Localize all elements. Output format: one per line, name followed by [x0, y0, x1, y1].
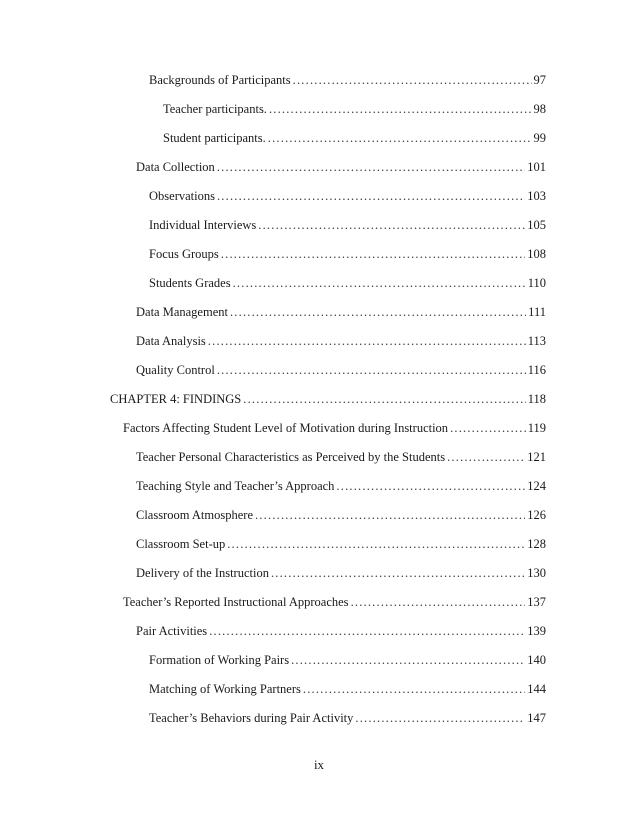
dot-leader: [230, 302, 526, 322]
dot-leader: [269, 99, 532, 119]
dot-leader: [233, 273, 526, 293]
toc-entry-data-analysis: [136, 331, 546, 351]
toc-entry-factors-affecting-motivation: [123, 418, 546, 438]
toc-entry-page: 130: [527, 566, 546, 580]
toc-entry-page: 128: [527, 537, 546, 551]
dot-leader: [258, 215, 525, 235]
toc-entry-title: Pair Activities: [136, 624, 208, 638]
toc-entry-quality-control: [136, 360, 546, 380]
toc-entry-title: Teaching Style and Teacher’s Approach: [136, 479, 335, 493]
toc-entry-teacher-personal-characteristics: [136, 447, 546, 467]
dot-leader: [217, 157, 525, 177]
toc-entry-page: 98: [533, 102, 546, 116]
toc-entry-page: 147: [527, 711, 546, 725]
toc-entry-formation-of-working-pairs: [149, 650, 546, 670]
toc-entry-title: CHAPTER 4: FINDINGS: [110, 392, 242, 406]
toc-entry-page: 140: [527, 653, 546, 667]
toc-entry-teacher-participants: [163, 99, 546, 119]
toc-entry-title: Delivery of the Instruction: [136, 566, 269, 580]
toc-entry-title: Matching of Working Partners: [149, 682, 301, 696]
dot-leader: [447, 447, 525, 467]
dot-leader: [450, 418, 526, 438]
toc-entry-pair-activities: [136, 621, 546, 641]
toc-entry-title: Data Collection: [136, 160, 215, 174]
toc-entry-student-participants: [163, 128, 546, 148]
toc-entry-page: 139: [527, 624, 546, 638]
dot-leader: [268, 128, 532, 148]
toc-entry-observations: [149, 186, 546, 206]
page-number: ix: [313, 757, 325, 772]
toc-entry-title: Quality Control: [136, 363, 215, 377]
dot-leader: [355, 708, 525, 728]
toc-entry-data-collection: [136, 157, 546, 177]
toc-entry-page: 101: [527, 160, 546, 174]
toc-entry-page: 116: [527, 363, 546, 377]
toc-entry-title: Classroom Set-up: [136, 537, 226, 551]
toc-entry-title: Teacher participants.: [163, 102, 267, 116]
dot-leader: [271, 563, 525, 583]
toc-entry-page: 119: [527, 421, 546, 435]
toc-entry-page: 111: [528, 305, 546, 319]
dot-leader: [221, 244, 525, 264]
toc-entry-classroom-atmosphere: [136, 505, 546, 525]
toc-entry-title: Teacher’s Reported Instructional Approaches: [123, 595, 349, 609]
toc-entry-title: Focus Groups: [149, 247, 219, 261]
toc-entry-page: 105: [527, 218, 546, 232]
dot-leader: [243, 389, 525, 409]
toc-entry-backgrounds-of-participants: [149, 70, 546, 90]
toc-entry-title: Formation of Working Pairs: [149, 653, 290, 667]
toc-entry-page: 144: [527, 682, 546, 696]
toc-entry-teacher-behaviors-pair-activity: [149, 708, 546, 728]
toc-entry-title: Data Analysis: [136, 334, 206, 348]
toc-entry-title: Factors Affecting Student Level of Motivation during Instruction: [123, 421, 449, 435]
dot-leader: [217, 186, 525, 206]
toc-entry-focus-groups: [149, 244, 546, 264]
toc-entry-page: 108: [527, 247, 546, 261]
toc-entry-page: 137: [527, 595, 546, 609]
toc-entry-title: Data Management: [136, 305, 228, 319]
dot-leader: [208, 331, 526, 351]
toc-entry-page: 103: [527, 189, 546, 203]
toc-entry-title: Teacher Personal Characteristics as Perceived by the Students: [136, 450, 446, 464]
toc-entry-chapter-4-findings: [110, 389, 546, 409]
dot-leader: [255, 505, 525, 525]
toc-entry-teaching-style: [136, 476, 546, 496]
dot-leader: [291, 650, 525, 670]
dot-leader: [336, 476, 525, 496]
toc-entry-title: Classroom Atmosphere: [136, 508, 254, 522]
toc-entry-title: Observations: [149, 189, 215, 203]
dot-leader: [227, 534, 525, 554]
toc-entry-delivery-of-instruction: [136, 563, 546, 583]
toc-entry-page: 121: [527, 450, 546, 464]
toc-entry-title: Teacher’s Behaviors during Pair Activity: [149, 711, 354, 725]
toc-entry-title: Student participants.: [163, 131, 266, 145]
toc-entry-title: Students Grades: [149, 276, 231, 290]
dot-leader: [351, 592, 526, 612]
toc-entry-title: Backgrounds of Participants: [149, 73, 291, 87]
toc-entry-classroom-set-up: [136, 534, 546, 554]
toc-entry-students-grades: [149, 273, 546, 293]
toc-entry-page: 99: [533, 131, 546, 145]
toc-entry-page: 118: [527, 392, 546, 406]
toc-entry-reported-instructional-approaches: [123, 592, 546, 612]
toc-entry-individual-interviews: [149, 215, 546, 235]
toc-entry-page: 110: [527, 276, 546, 290]
dot-leader: [303, 679, 525, 699]
dot-leader: [293, 70, 532, 90]
toc-entry-matching-of-working-partners: [149, 679, 546, 699]
toc-entry-data-management: [136, 302, 546, 322]
toc-entry-page: 97: [533, 73, 546, 87]
dot-leader: [209, 621, 525, 641]
toc-entry-page: 124: [527, 479, 546, 493]
toc-entry-page: 113: [527, 334, 546, 348]
toc-entry-title: Individual Interviews: [149, 218, 257, 232]
toc-entry-page: 126: [527, 508, 546, 522]
dot-leader: [217, 360, 526, 380]
